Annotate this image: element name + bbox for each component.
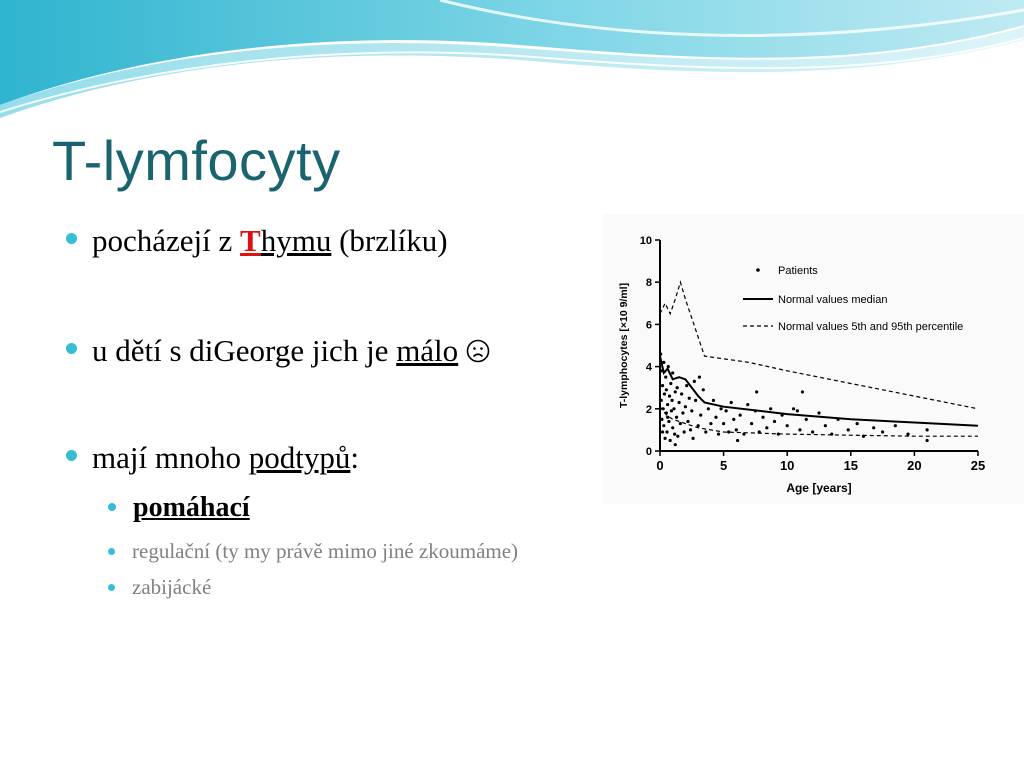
x-tick-label: 5 [719, 458, 728, 473]
bullet-text: mají mnoho podtypů: [92, 440, 359, 475]
patient-point [666, 403, 669, 406]
patient-point [894, 424, 897, 427]
patient-point [664, 376, 667, 379]
x-tick-label: 20 [907, 458, 922, 473]
patient-point [725, 409, 728, 412]
patient-point [811, 430, 814, 433]
patient-point [672, 407, 675, 410]
patient-point [730, 401, 733, 404]
patient-point [690, 409, 693, 412]
patient-point [746, 403, 749, 406]
patient-point [670, 399, 673, 402]
chart-panel [603, 214, 1024, 504]
patient-point [681, 411, 684, 414]
patient-point [712, 399, 715, 402]
patient-point [856, 422, 859, 425]
patient-point [906, 433, 909, 436]
patient-point [685, 384, 688, 387]
bullet-text: u dětí s diGeorge jich je málo [92, 333, 459, 368]
patient-point [926, 428, 929, 431]
patient-point [669, 382, 672, 385]
patient-point [663, 437, 666, 440]
patient-point [824, 424, 827, 427]
patient-point [786, 424, 789, 427]
patient-point [680, 392, 683, 395]
frown-face-icon [466, 339, 490, 363]
patient-point [660, 399, 663, 402]
patient-point [675, 416, 678, 419]
bullet-text: pocházejí z Thymu (brzlíku) [92, 223, 448, 258]
patient-point [671, 371, 674, 374]
patient-point [674, 390, 677, 393]
x-tick-label: 10 [779, 458, 795, 473]
patient-point [665, 430, 668, 433]
bullet-digeorge [66, 333, 490, 369]
subbullet-text: regulační (ty my právě mimo jiné zkoumáme) [132, 539, 519, 563]
y-tick-label: 6 [645, 319, 652, 332]
patient-point [691, 437, 694, 440]
patient-point [671, 426, 674, 429]
patient-point [667, 420, 670, 423]
bullet-dot-icon [108, 584, 115, 591]
patient-point [755, 390, 758, 393]
patient-point [686, 420, 689, 423]
patient-point [668, 395, 671, 398]
y-axis-title: T-lymphocytes [×10 9/ml] [618, 282, 630, 409]
patient-point [881, 430, 884, 433]
legend-patients-marker [756, 268, 760, 272]
header-wave [0, 0, 1024, 120]
patient-point [722, 422, 725, 425]
patient-point [796, 409, 799, 412]
subbullet-helper [108, 492, 250, 524]
patient-point [698, 376, 701, 379]
subbullet-text: pomáhací [133, 492, 250, 523]
patient-point [659, 352, 662, 355]
x-axis-title: Age [years] [786, 481, 852, 495]
patient-point [704, 430, 707, 433]
subbullet-text: zabijácké [132, 575, 212, 599]
y-tick-label: 2 [645, 403, 652, 416]
bullet-dot-icon [66, 450, 77, 461]
patient-point [926, 439, 929, 442]
highlight-letter: T [240, 223, 261, 258]
patient-point [732, 418, 735, 421]
slide-title: T-lymfocyty [52, 129, 341, 192]
patient-point [689, 428, 692, 431]
patient-point [761, 416, 764, 419]
patient-point [694, 399, 697, 402]
patient-point [792, 407, 795, 410]
patient-point [676, 386, 679, 389]
percentile-line [660, 407, 978, 437]
x-tick-label: 25 [970, 458, 986, 473]
legend-label: Normal values 5th and 95th percentile [778, 321, 964, 333]
patient-point [872, 426, 875, 429]
patient-point [735, 428, 738, 431]
patient-point [663, 392, 666, 395]
patient-point [673, 433, 676, 436]
x-tick-label: 0 [656, 458, 664, 473]
patient-point [660, 418, 663, 421]
patient-point [699, 414, 702, 417]
legend-label: Patients [778, 265, 818, 277]
bullet-dot-icon [108, 503, 116, 511]
y-tick-label: 0 [645, 446, 652, 458]
patient-point [798, 428, 801, 431]
y-tick-label: 10 [639, 235, 652, 247]
patient-point [709, 422, 712, 425]
bullet-dot-icon [66, 233, 77, 244]
patient-point [739, 414, 742, 417]
patient-point [707, 407, 710, 410]
patient-point [719, 407, 722, 410]
patient-point [688, 397, 691, 400]
bullet-subtypes [66, 440, 359, 476]
patient-point [684, 405, 687, 408]
legend-label: Normal values median [778, 294, 888, 306]
patient-point [666, 416, 669, 419]
patient-point [683, 430, 686, 433]
patient-point [805, 418, 808, 421]
patient-point [769, 407, 772, 410]
patient-point [662, 424, 665, 427]
patient-point [750, 422, 753, 425]
patient-point [773, 420, 776, 423]
patient-point [847, 428, 850, 431]
patient-point [693, 380, 696, 383]
patient-point [670, 409, 673, 412]
patient-point [661, 430, 664, 433]
y-tick-label: 4 [645, 361, 652, 374]
patient-point [661, 384, 664, 387]
patient-point [679, 422, 682, 425]
patient-point [674, 443, 677, 446]
patient-point [714, 416, 717, 419]
patient-point [727, 430, 730, 433]
patient-point [817, 411, 820, 414]
median-line [660, 356, 978, 426]
bullet-dot-icon [66, 343, 77, 354]
patient-point [736, 439, 739, 442]
patient-point [669, 439, 672, 442]
patient-point [665, 388, 668, 391]
patient-point [801, 390, 804, 393]
patient-point [717, 433, 720, 436]
subbullet-killer [108, 575, 211, 600]
patient-point [702, 388, 705, 391]
y-tick-label: 8 [645, 277, 652, 290]
patient-point [765, 426, 768, 429]
x-tick-label: 15 [843, 458, 859, 473]
patient-point [677, 401, 680, 404]
patient-point [676, 435, 679, 438]
bullet-dot-icon [108, 548, 115, 555]
bullet-origin [66, 223, 448, 259]
t-lymphocytes-chart [603, 214, 1024, 504]
subbullet-regulatory [108, 539, 518, 564]
